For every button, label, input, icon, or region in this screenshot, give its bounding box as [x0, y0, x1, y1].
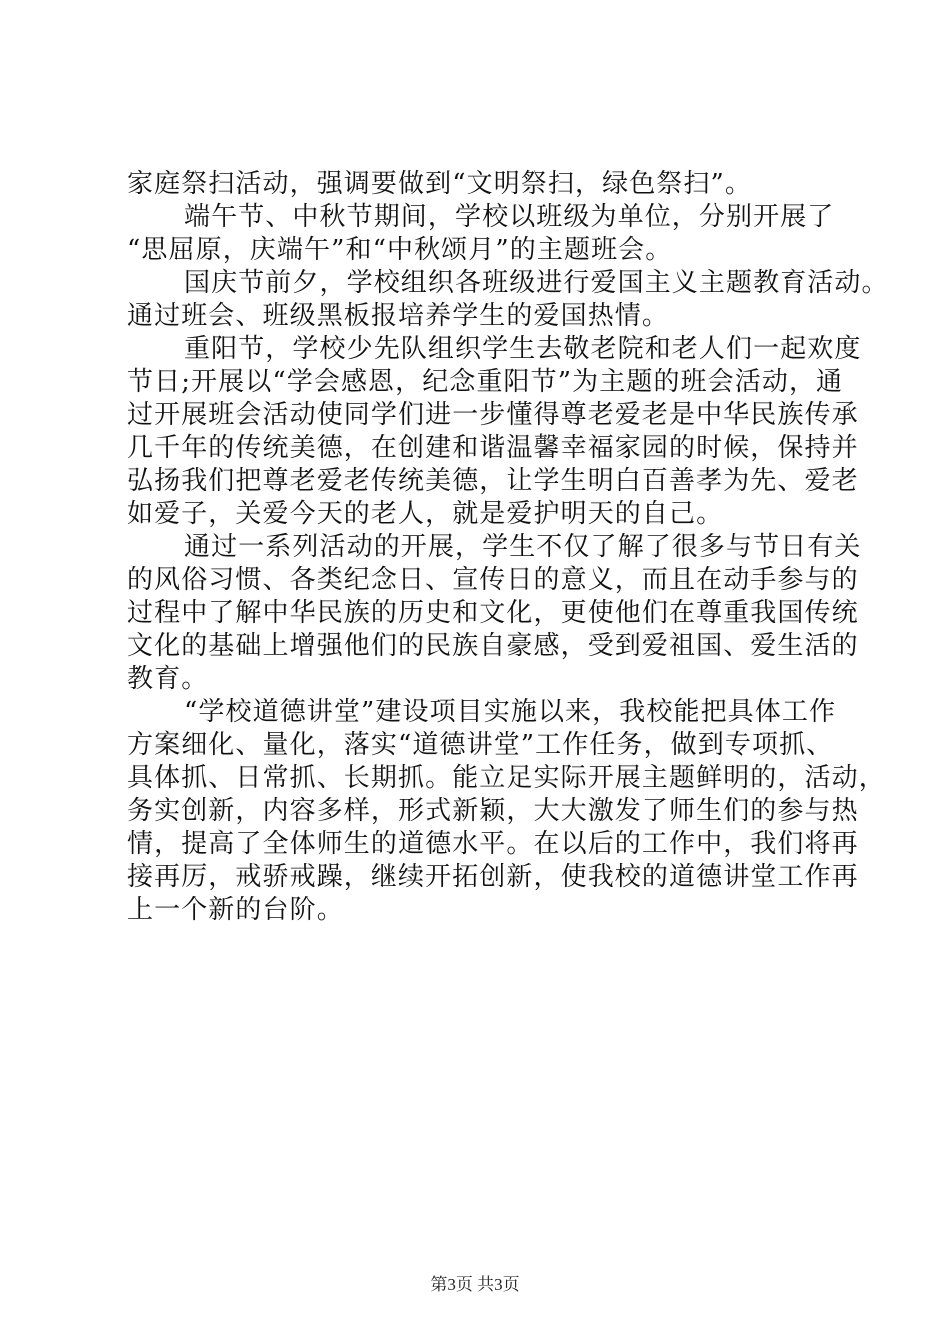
paragraph-first-line: 国庆节前夕，学校组织各班级进行爱国主义主题教育活动。 — [184, 268, 889, 298]
text-line: 通过班会、班级黑板报培养学生的爱国热情。 — [127, 301, 670, 331]
text-line: 家庭祭扫活动，强调要做到“文明祭扫，绿色祭扫”。 — [127, 169, 752, 199]
text-line: 如爱子，关爱今天的老人，就是爱护明天的自己。 — [127, 499, 724, 529]
text-line: 教育。 — [127, 664, 209, 694]
text-line: 务实创新，内容多样，形式新颖，大大激发了师生们的参与热 — [127, 796, 859, 826]
text-line: 情，提高了全体师生的道德水平。在以后的工作中，我们将再 — [127, 829, 859, 859]
paragraph-first-line: 端午节、中秋节期间，学校以班级为单位，分别开展了 — [184, 202, 835, 232]
paragraph-first-line: 通过一系列活动的开展，学生不仅了解了很多与节日有关 — [184, 532, 862, 562]
text-line: 文化的基础上增强他们的民族自豪感，受到爱祖国、爱生活的 — [127, 631, 859, 661]
text-line: 方案细化、量化，落实“道德讲堂”工作任务，做到专项抓、 — [127, 730, 834, 760]
text-line: 节日;开展以“学会感恩，纪念重阳节”为主题的班会活动，通 — [127, 367, 844, 397]
text-line: 几千年的传统美德，在创建和谐温馨幸福家园的时候，保持并 — [127, 433, 859, 463]
paragraph-first-line: 重阳节，学校少先队组织学生去敬老院和老人们一起欢度 — [184, 334, 862, 364]
page-number-footer: 第3页 共3页 — [430, 1275, 520, 1294]
text-line: 过程中了解中华民族的历史和文化，更使他们在尊重我国传统 — [127, 598, 859, 628]
text-line: 过开展班会活动使同学们进一步懂得尊老爱老是中华民族传承 — [127, 400, 859, 430]
text-line: 上一个新的台阶。 — [127, 895, 344, 925]
text-line: 的风俗习惯、各类纪念日、宣传日的意义，而且在动手参与的 — [127, 565, 859, 595]
text-line: “思屈原，庆端午”和“中秋颂月”的主题班会。 — [127, 235, 673, 265]
text-line: 接再厉，戒骄戒躁，继续开拓创新，使我校的道德讲堂工作再 — [127, 862, 859, 892]
text-line: 具体抓、日常抓、长期抓。能立足实际开展主题鲜明的，活动， — [127, 763, 886, 793]
document-body — [127, 168, 889, 927]
text-line: 弘扬我们把尊老爱老传统美德，让学生明白百善孝为先、爱老 — [127, 466, 859, 496]
paragraph-first-line: “学校道德讲堂”建设项目实施以来，我校能把具体工作 — [184, 697, 837, 727]
